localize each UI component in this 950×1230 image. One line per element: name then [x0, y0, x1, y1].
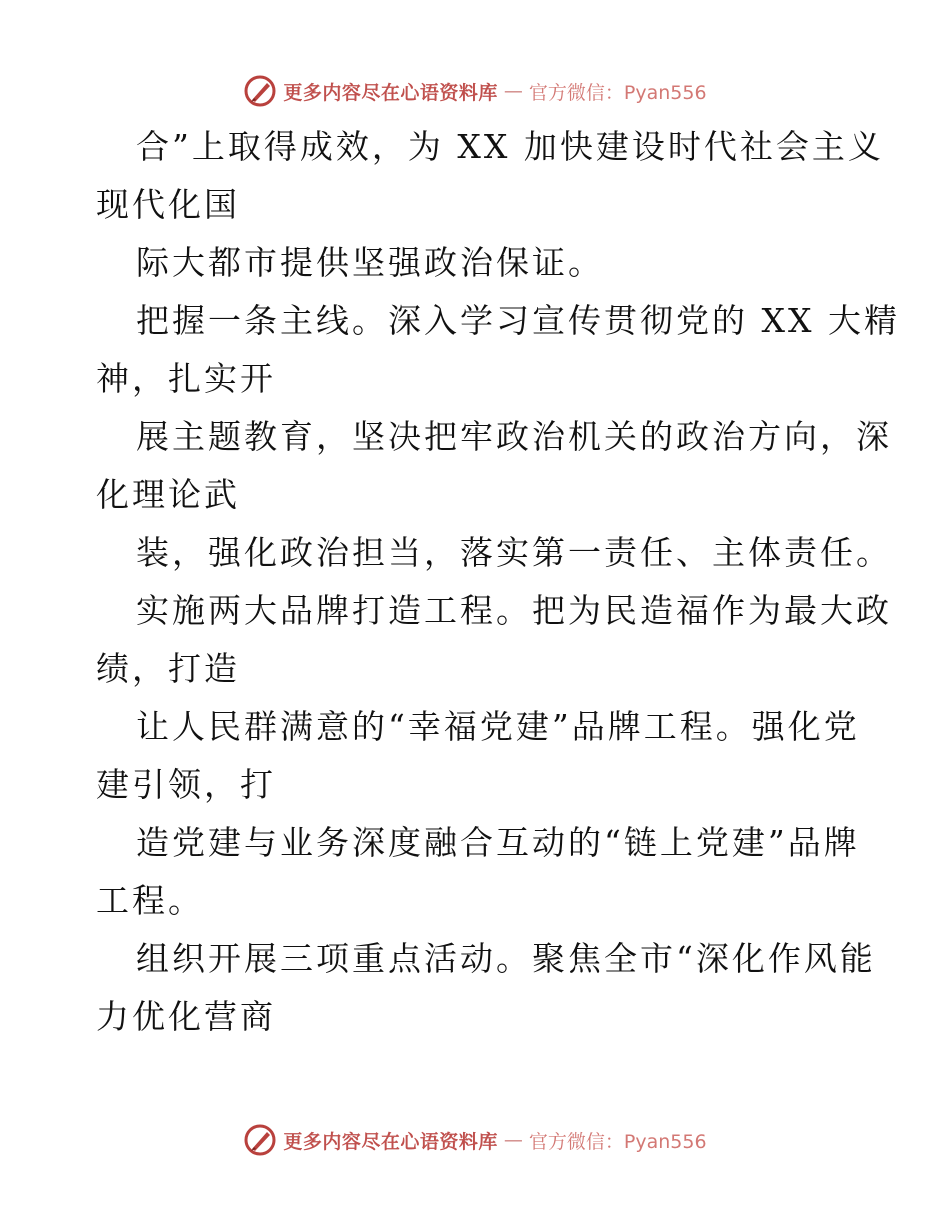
watermark-main-text: 更多内容尽在心语资料库: [283, 1130, 498, 1153]
watermark-wechat-text: 官方微信：Pyan556: [528, 1130, 707, 1153]
quill-logo-icon: [243, 74, 277, 108]
header-watermark: [0, 71, 950, 111]
body-line: 力优化营商: [96, 997, 276, 1036]
footer-watermark: [0, 1120, 950, 1160]
body-line: 际大都市提供坚强政治保证。: [136, 243, 604, 282]
watermark-separator: —: [503, 80, 523, 102]
body-line: 造党建与业务深度融合互动的“链上党建”品牌: [136, 823, 860, 862]
body-line: 现代化国: [96, 185, 240, 224]
body-line: 合”上取得成效，为 XX 加快建设时代社会主义: [136, 127, 884, 166]
watermark-main-text: 更多内容尽在心语资料库: [283, 81, 498, 104]
watermark-wechat-text: 官方微信：Pyan556: [528, 81, 707, 104]
watermark-separator: —: [503, 1129, 523, 1151]
body-line: 让人民群满意的“幸福党建”品牌工程。强化党: [136, 707, 860, 746]
body-line: 神，扎实开: [96, 359, 276, 398]
body-line: 把握一条主线。深入学习宣传贯彻党的 XX 大精: [136, 301, 900, 340]
body-line: 组织开展三项重点活动。聚焦全市“深化作风能: [136, 939, 876, 978]
body-line: 实施两大品牌打造工程。把为民造福作为最大政: [136, 591, 892, 630]
document-body: [96, 118, 900, 1046]
body-line: 化理论武: [96, 475, 240, 514]
body-line: 建引领，打: [96, 765, 276, 804]
body-line: 装，强化政治担当，落实第一责任、主体责任。: [136, 533, 892, 572]
body-line: 绩，打造: [96, 649, 240, 688]
quill-logo-icon: [243, 1123, 277, 1157]
body-line: 展主题教育，坚决把牢政治机关的政治方向，深: [136, 417, 892, 456]
body-line: 工程。: [96, 881, 204, 920]
